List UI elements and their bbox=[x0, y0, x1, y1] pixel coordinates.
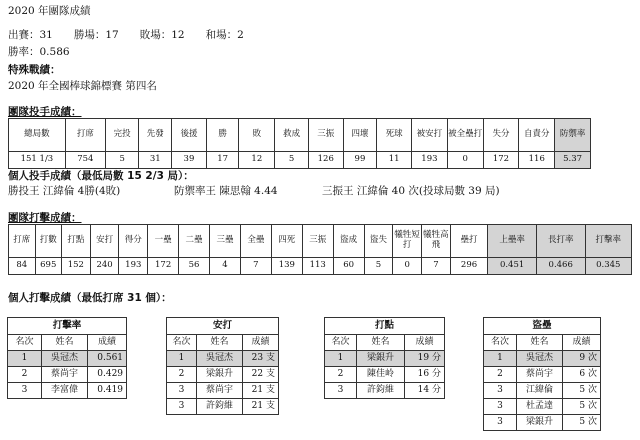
cell: 7 bbox=[422, 258, 451, 275]
rank: 2 bbox=[167, 367, 197, 383]
col-header: 失分 bbox=[483, 119, 519, 152]
stat-value: 0.561 bbox=[88, 351, 127, 367]
team-pitching-table bbox=[8, 118, 591, 169]
stat-value: 5 次 bbox=[563, 415, 601, 431]
team-batting-table bbox=[8, 224, 632, 275]
col-header: 總局數 bbox=[9, 119, 66, 152]
player-name: 蔡尚宇 bbox=[197, 383, 243, 399]
col-header: 四壞 bbox=[343, 119, 377, 152]
col-header: 救成 bbox=[275, 119, 309, 152]
player-name: 吳冠杰 bbox=[197, 351, 243, 367]
stat-value: 14 分 bbox=[405, 383, 445, 399]
player-name: 蔡尚宇 bbox=[517, 367, 563, 383]
table-row bbox=[8, 351, 127, 367]
col-header: 成績 bbox=[88, 335, 127, 351]
player-name: 梁銀升 bbox=[357, 351, 405, 367]
cell: 60 bbox=[333, 258, 364, 275]
stat-value: 5 次 bbox=[563, 383, 601, 399]
cell: 193 bbox=[119, 258, 148, 275]
col-header: 打點 bbox=[62, 225, 91, 258]
player-name: 梁銀升 bbox=[197, 367, 243, 383]
team-batting-heading: 團隊打擊成績： bbox=[8, 212, 82, 224]
col-header: 敗 bbox=[239, 119, 275, 152]
wins-leader: 勝投王 江緯倫 4勝(4敗) bbox=[8, 185, 121, 197]
cell: 12 bbox=[239, 152, 275, 169]
player-name: 杜孟達 bbox=[517, 399, 563, 415]
col-header: 防禦率 bbox=[555, 119, 591, 152]
col-header: 姓名 bbox=[357, 335, 405, 351]
table-title: 打擊率 bbox=[8, 318, 127, 335]
col-header: 三振 bbox=[308, 119, 343, 152]
rank: 3 bbox=[325, 383, 357, 399]
table-row bbox=[167, 383, 279, 399]
col-header: 自責分 bbox=[519, 119, 555, 152]
col-header: 安打 bbox=[90, 225, 119, 258]
hits-table bbox=[166, 317, 279, 415]
stat-value: 19 分 bbox=[405, 351, 445, 367]
table-row bbox=[167, 351, 279, 367]
table-title: 盜壘 bbox=[484, 318, 601, 335]
stat-value: 0.419 bbox=[88, 383, 127, 399]
col-header: 被全壘打 bbox=[447, 119, 483, 152]
player-name: 許鈞維 bbox=[197, 399, 243, 415]
cell: 31 bbox=[139, 152, 172, 169]
rank: 2 bbox=[484, 367, 517, 383]
player-name: 吳冠杰 bbox=[517, 351, 563, 367]
cell: 17 bbox=[206, 152, 239, 169]
rank: 1 bbox=[167, 351, 197, 367]
cell: 84 bbox=[9, 258, 36, 275]
player-name: 李富偉 bbox=[42, 383, 88, 399]
cell: 0.451 bbox=[488, 258, 537, 275]
batting-avg-table bbox=[7, 317, 127, 399]
col-header: 名次 bbox=[325, 335, 357, 351]
col-header: 三壘 bbox=[210, 225, 241, 258]
rank: 1 bbox=[325, 351, 357, 367]
cell: 172 bbox=[148, 258, 179, 275]
cell: 126 bbox=[308, 152, 343, 169]
rank: 3 bbox=[8, 383, 42, 399]
col-header: 後援 bbox=[172, 119, 207, 152]
cell: 5.37 bbox=[555, 152, 591, 169]
strikeout-leader: 三振王 江緯倫 40 次(投球局數 39 局) bbox=[322, 185, 500, 197]
table-title: 安打 bbox=[167, 318, 279, 335]
cell: 116 bbox=[519, 152, 555, 169]
stat-value: 0.429 bbox=[88, 367, 127, 383]
player-name: 蔡尚宇 bbox=[42, 367, 88, 383]
individual-batting-heading: 個人打擊成績（最低打席 31 個）： bbox=[8, 292, 172, 304]
cell: 0 bbox=[447, 152, 483, 169]
col-header: 名次 bbox=[8, 335, 42, 351]
table-row bbox=[325, 367, 445, 383]
cell: 193 bbox=[412, 152, 448, 169]
table-row bbox=[8, 383, 127, 399]
rank: 3 bbox=[484, 415, 517, 431]
col-header: 犧牲高飛 bbox=[422, 225, 451, 258]
col-header: 打席 bbox=[9, 225, 36, 258]
col-header: 得分 bbox=[119, 225, 148, 258]
stat-value: 21 支 bbox=[243, 383, 279, 399]
stat-value: 5 次 bbox=[563, 399, 601, 415]
cell: 4 bbox=[210, 258, 241, 275]
stolen-bases-table bbox=[483, 317, 601, 431]
rank: 3 bbox=[167, 399, 197, 415]
player-name: 江緯倫 bbox=[517, 383, 563, 399]
col-header: 名次 bbox=[167, 335, 197, 351]
col-header: 盜成 bbox=[333, 225, 364, 258]
team-pitching-heading: 團隊投手成績： bbox=[8, 106, 82, 118]
col-header: 被安打 bbox=[412, 119, 448, 152]
table-row bbox=[484, 415, 601, 431]
cell: 0.466 bbox=[536, 258, 585, 275]
cell: 0 bbox=[393, 258, 422, 275]
player-name: 吳冠杰 bbox=[42, 351, 88, 367]
cell: 56 bbox=[179, 258, 210, 275]
col-header: 四死 bbox=[271, 225, 302, 258]
individual-pitching-heading: 個人投手成績（最低局數 15 2/3 局）： bbox=[8, 170, 194, 182]
col-header: 名次 bbox=[484, 335, 517, 351]
col-header: 全壘 bbox=[240, 225, 271, 258]
table-row bbox=[325, 383, 445, 399]
col-header: 上壘率 bbox=[488, 225, 537, 258]
cell: 695 bbox=[35, 258, 62, 275]
cell: 5 bbox=[105, 152, 139, 169]
rank: 3 bbox=[484, 399, 517, 415]
col-header: 犧牲短打 bbox=[393, 225, 422, 258]
table-row bbox=[167, 367, 279, 383]
player-name: 許鈞維 bbox=[357, 383, 405, 399]
table-row bbox=[8, 367, 127, 383]
rank: 2 bbox=[8, 367, 42, 383]
cell: 11 bbox=[377, 152, 412, 169]
cell: 99 bbox=[343, 152, 377, 169]
season-record: 出賽：31 勝場：17 敗場：12 和場：2 bbox=[8, 29, 244, 41]
col-header: 一壘 bbox=[148, 225, 179, 258]
era-leader: 防禦率王 陳思翰 4.44 bbox=[174, 185, 278, 197]
col-header: 成績 bbox=[405, 335, 445, 351]
table-title: 打點 bbox=[325, 318, 445, 335]
col-header: 死球 bbox=[377, 119, 412, 152]
cell: 5 bbox=[275, 152, 309, 169]
cell: 172 bbox=[483, 152, 519, 169]
cell: 240 bbox=[90, 258, 119, 275]
cell: 7 bbox=[240, 258, 271, 275]
col-header: 成績 bbox=[243, 335, 279, 351]
col-header: 壘打 bbox=[450, 225, 488, 258]
stat-value: 16 分 bbox=[405, 367, 445, 383]
cell: 152 bbox=[62, 258, 91, 275]
rank: 1 bbox=[484, 351, 517, 367]
rbi-table bbox=[324, 317, 445, 399]
col-header: 三振 bbox=[302, 225, 333, 258]
cell: 113 bbox=[302, 258, 333, 275]
col-header: 長打率 bbox=[536, 225, 585, 258]
col-header: 成績 bbox=[563, 335, 601, 351]
table-row bbox=[484, 367, 601, 383]
col-header: 完投 bbox=[105, 119, 139, 152]
rank: 3 bbox=[484, 383, 517, 399]
cell: 5 bbox=[364, 258, 393, 275]
stat-value: 9 次 bbox=[563, 351, 601, 367]
col-header: 勝 bbox=[206, 119, 239, 152]
rank: 2 bbox=[325, 367, 357, 383]
table-row bbox=[167, 399, 279, 415]
col-header: 打數 bbox=[35, 225, 62, 258]
stat-value: 6 次 bbox=[563, 367, 601, 383]
stat-value: 21 支 bbox=[243, 399, 279, 415]
cell: 39 bbox=[172, 152, 207, 169]
cell: 151 1/3 bbox=[9, 152, 66, 169]
table-row bbox=[325, 351, 445, 367]
col-header: 先發 bbox=[139, 119, 172, 152]
stat-value: 23 支 bbox=[243, 351, 279, 367]
rank: 1 bbox=[8, 351, 42, 367]
col-header: 姓名 bbox=[42, 335, 88, 351]
stat-value: 22 支 bbox=[243, 367, 279, 383]
win-rate: 勝率：0.586 bbox=[8, 46, 70, 58]
cell: 754 bbox=[65, 152, 105, 169]
cell: 0.345 bbox=[585, 258, 632, 275]
col-header: 打席 bbox=[65, 119, 105, 152]
col-header: 姓名 bbox=[197, 335, 243, 351]
special-text: 2020 年全國棒球錦標賽 第四名 bbox=[8, 80, 157, 92]
cell: 139 bbox=[271, 258, 302, 275]
cell: 296 bbox=[450, 258, 488, 275]
col-header: 打擊率 bbox=[585, 225, 632, 258]
page-title: 2020 年團隊成績 bbox=[8, 5, 91, 17]
player-name: 陳佳岭 bbox=[357, 367, 405, 383]
rank: 3 bbox=[167, 383, 197, 399]
player-name: 梁銀升 bbox=[517, 415, 563, 431]
col-header: 姓名 bbox=[517, 335, 563, 351]
col-header: 二壘 bbox=[179, 225, 210, 258]
table-row bbox=[484, 383, 601, 399]
col-header: 盜失 bbox=[364, 225, 393, 258]
table-row bbox=[484, 351, 601, 367]
table-row bbox=[484, 399, 601, 415]
special-heading: 特殊戰績： bbox=[8, 64, 61, 76]
